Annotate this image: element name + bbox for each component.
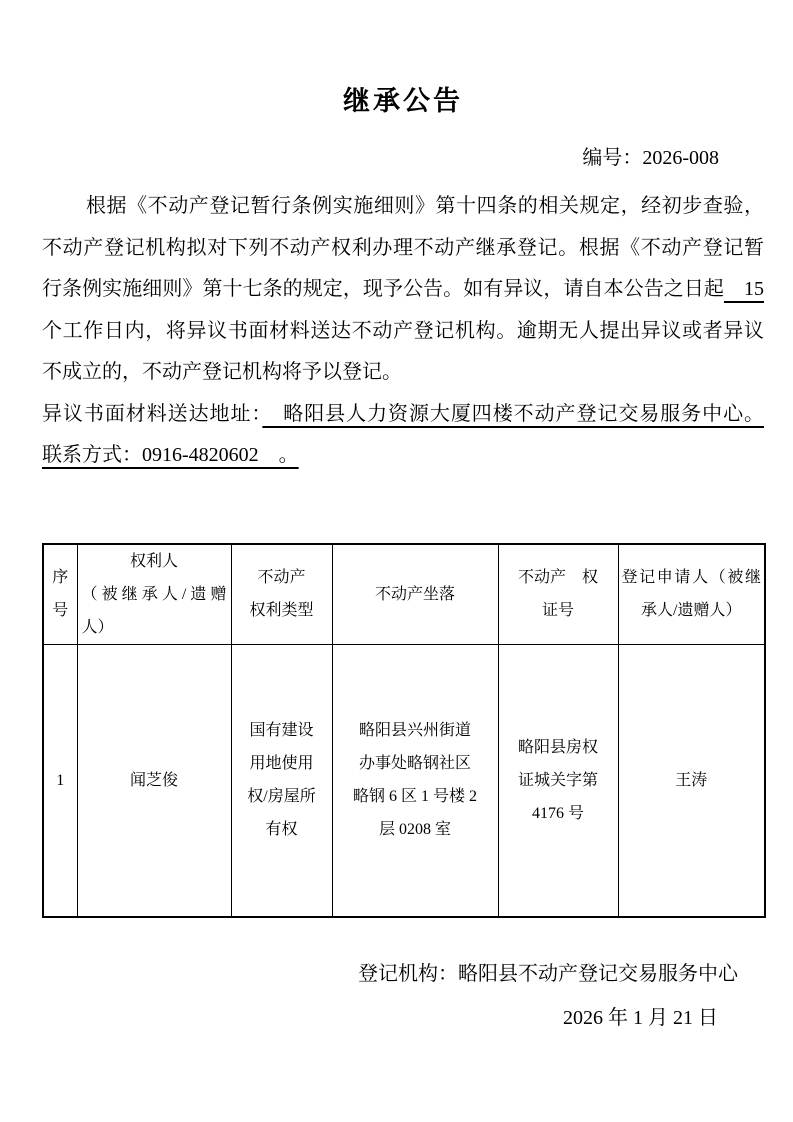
cell-rights-holder <box>77 644 231 917</box>
header-cell-serial <box>43 544 77 645</box>
address-label: 异议书面材料送达地址： <box>42 402 263 425</box>
address-value-underlined: 略阳县人力资源大厦四楼不动产登记交易服务中心。 <box>262 402 765 425</box>
announcement-paragraph <box>42 186 764 477</box>
cell-right-type <box>231 644 332 917</box>
cell-line: （被继承人/遗赠 <box>81 585 227 603</box>
cell-line: 登记申请人（被继 <box>621 569 761 586</box>
cell-line: 略钢 6 区 1 号楼 2 <box>352 788 477 806</box>
document-title: 继承公告 <box>343 86 463 116</box>
doc-number: 编号：2026-008 <box>582 147 719 169</box>
cell-line: 略阳县房权 <box>517 738 598 756</box>
paragraph-line: 个工作日内，将异议书面材料送达不动产登记机构。逾期无人提出异议或者异议 <box>42 319 764 342</box>
cell-line: 权利类型 <box>249 602 314 619</box>
cell-line: 人） <box>81 618 114 636</box>
paragraph-line: 根据《不动产登记暂行条例实施细则》第十四条的相关规定，经初步查验， <box>86 195 764 217</box>
cell-line: 4176 号 <box>531 804 584 822</box>
table-row <box>43 644 765 917</box>
cell-line: 办事处略钢社区 <box>358 755 471 773</box>
cell-applicant <box>618 644 765 917</box>
cell-line: 不动产 <box>257 569 306 586</box>
cell-line: 权/房屋所 <box>247 788 316 806</box>
paragraph-line: 不成立的，不动产登记机构将予以登记。 <box>42 361 402 383</box>
cell-line: 承人/遗赠人） <box>641 602 742 619</box>
deadline-days-underlined: 15 <box>723 278 765 300</box>
header-cell-applicant <box>618 544 765 645</box>
cell-line: 权利人 <box>129 552 178 570</box>
cell-line: 号 <box>52 602 69 619</box>
paragraph-line: 不动产登记机构拟对下列不动产权利办理不动产继承登记。根据《不动产登记暂 <box>42 236 764 259</box>
footer-registration-org: 登记机构：略阳县不动产登记交易服务中心 <box>358 963 738 985</box>
address-line <box>42 394 764 436</box>
cell-line: 用地使用 <box>249 755 314 773</box>
cell-line: 证城关字第 <box>517 771 598 789</box>
header-cell-location <box>332 544 498 645</box>
header-cell-right-type <box>231 544 332 645</box>
cell-location <box>332 644 498 917</box>
cell-line: 不动产坐落 <box>374 585 455 603</box>
announcement-table <box>42 543 766 919</box>
cell-line: 有权 <box>265 821 298 839</box>
document-content <box>42 86 764 1032</box>
contact-line <box>42 435 764 477</box>
cell-line: 闻芝俊 <box>129 771 178 789</box>
cell-line: 序 <box>52 569 69 586</box>
cell-serial <box>43 644 77 917</box>
header-cell-rights-holder <box>77 544 231 645</box>
cell-cert-number <box>498 644 618 917</box>
paragraph-line <box>42 269 764 311</box>
cell-line: 层 0208 室 <box>378 821 451 839</box>
cell-line: 国有建设 <box>249 722 314 740</box>
paragraph-line-text: 行条例实施细则》第十七条的规定，现予公告。如有异议，请自本公告之日起 <box>42 278 724 300</box>
header-cell-cert-number <box>498 544 618 645</box>
cell-line: 证号 <box>541 602 574 619</box>
cell-line: 略阳县兴州街道 <box>358 722 471 740</box>
cell-line: 1 <box>56 771 65 789</box>
table-header-row <box>43 544 765 645</box>
footer-date: 2026 年 1 月 21 日 <box>563 1007 718 1029</box>
cell-line: 王涛 <box>675 771 708 789</box>
contact-underlined: 联系方式：0916-4820602 。 <box>42 444 299 466</box>
cell-line: 不动产 权 <box>517 569 598 586</box>
